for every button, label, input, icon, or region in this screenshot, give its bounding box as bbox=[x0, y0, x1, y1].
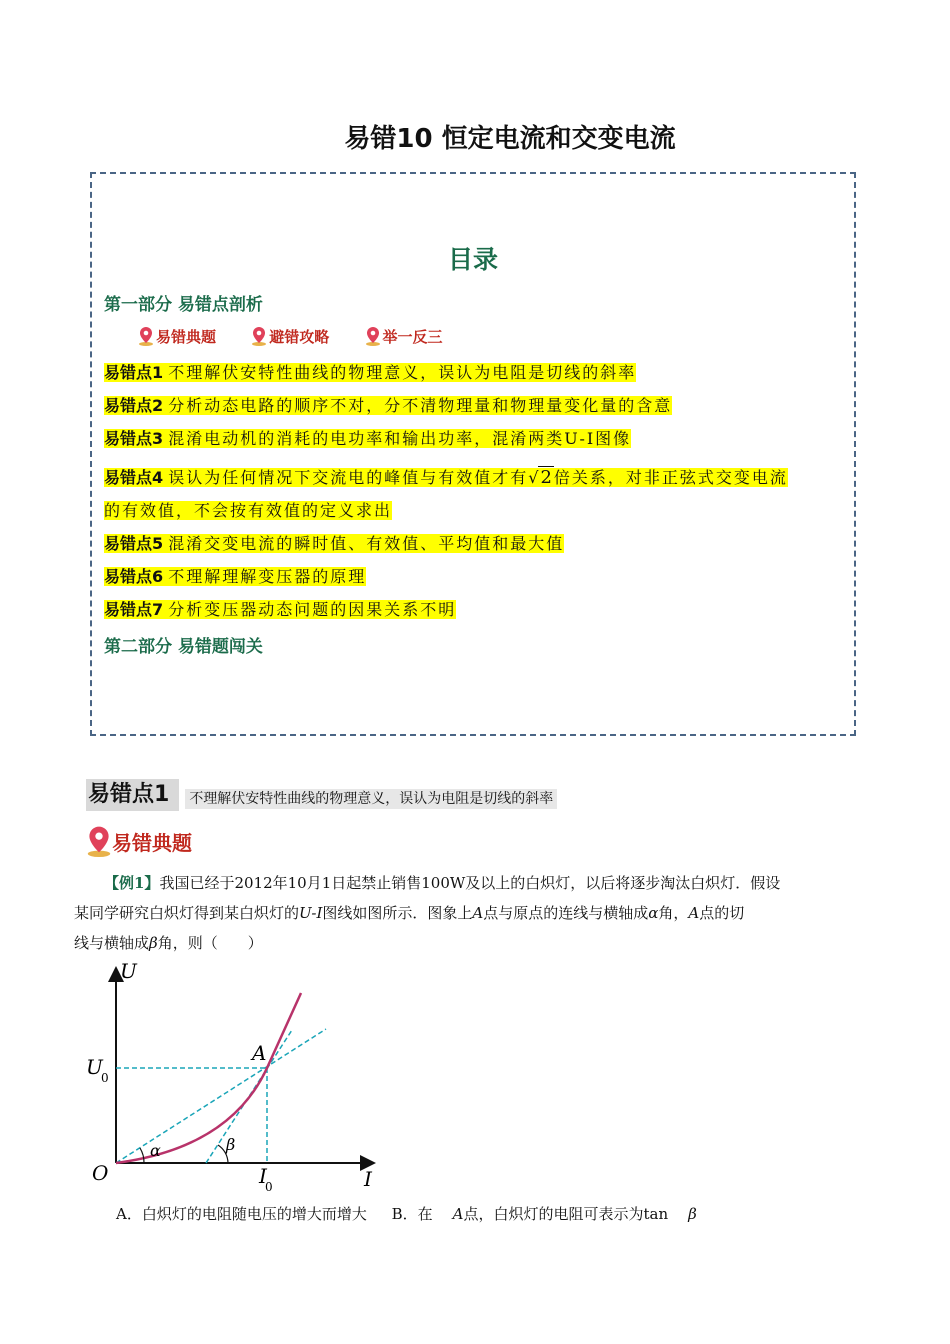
typical-problem-label: 易错典题 bbox=[112, 830, 192, 855]
i0-label: I bbox=[259, 1164, 267, 1188]
toc-link-strategy[interactable] bbox=[251, 326, 329, 347]
section-header bbox=[86, 779, 557, 811]
toc-link-label: 举一反三 bbox=[382, 328, 443, 346]
alpha-label: α bbox=[150, 1141, 161, 1160]
toc-item-text: 分析动态电路的顺序不对，分不清物理量和物理量变化量的含意 bbox=[168, 396, 673, 415]
ui-graph bbox=[80, 958, 400, 1198]
option-a[interactable]: A．白炽灯的电阻随电压的增大而增大 bbox=[116, 1205, 367, 1223]
example-line-2 bbox=[74, 898, 860, 928]
location-pin-icon bbox=[251, 326, 267, 346]
toc-item-label: 易错点3 bbox=[104, 429, 164, 448]
toc-link-practice[interactable] bbox=[365, 326, 443, 347]
toc-part1[interactable]: 第一部分 易错点剖析 bbox=[104, 295, 263, 315]
sqrt-symbol: √ 2 bbox=[528, 467, 552, 488]
toc-item-text: 倍关系，对非正弦式交变电流 bbox=[553, 468, 788, 487]
u0-subscript: 0 bbox=[101, 1071, 109, 1085]
option-text: B．在 bbox=[391, 1205, 433, 1223]
example-var: β bbox=[149, 934, 158, 952]
example-text: 线与横轴成 bbox=[74, 934, 150, 952]
beta-label: β bbox=[226, 1135, 236, 1154]
toc-item-5[interactable] bbox=[104, 532, 564, 556]
example-var: α bbox=[648, 904, 659, 922]
section-label: 易错点1 bbox=[86, 779, 179, 811]
toc-heading: 目录 bbox=[447, 245, 498, 274]
example-text: 角，则（ ） bbox=[157, 934, 263, 952]
example-text: 点的切 bbox=[699, 904, 745, 922]
u0-label: U bbox=[86, 1055, 103, 1079]
location-pin-icon bbox=[365, 326, 381, 346]
ui-curve bbox=[116, 993, 301, 1163]
toc-item-text: 的有效值，不会按有效值的定义求出 bbox=[104, 501, 393, 520]
document-title: 易错10 恒定电流和交变电流 bbox=[344, 124, 676, 154]
example-text: 某同学研究白炽灯得到某白炽灯的 bbox=[74, 904, 300, 922]
i0-subscript: 0 bbox=[265, 1180, 273, 1194]
toc-item-label: 易错点2 bbox=[104, 396, 164, 415]
example-var: A bbox=[688, 904, 700, 922]
section-description: 不理解伏安特性曲线的物理意义，误认为电阻是切线的斜率 bbox=[185, 789, 557, 809]
toc-item-label: 易错点4 bbox=[104, 468, 164, 487]
toc-item-text: 误认为任何情况下交流电的峰值与有效值才有 bbox=[168, 468, 529, 487]
toc-item-2[interactable] bbox=[104, 394, 672, 418]
toc-item-text: 不理解伏安特性曲线的物理意义，误认为电阻是切线的斜率 bbox=[168, 363, 637, 382]
example-var: A bbox=[472, 904, 484, 922]
secant-line bbox=[116, 1029, 326, 1163]
toc-item-7[interactable] bbox=[104, 598, 456, 622]
location-pin-icon bbox=[86, 825, 112, 857]
typical-problem-title bbox=[86, 825, 192, 857]
toc-part2[interactable]: 第二部分 易错题闯关 bbox=[104, 637, 263, 657]
toc-link-label: 易错典题 bbox=[156, 328, 217, 346]
toc-item-text: 混淆电动机的消耗的电功率和输出功率，混淆两类U-I图像 bbox=[168, 429, 632, 448]
toc-item-label: 易错点5 bbox=[104, 534, 164, 553]
sqrt-value: 2 bbox=[540, 467, 552, 488]
toc-item-label: 易错点7 bbox=[104, 600, 164, 619]
origin-label: O bbox=[92, 1161, 109, 1185]
location-pin-icon bbox=[138, 326, 154, 346]
toc-item-6[interactable] bbox=[104, 565, 366, 589]
answer-options bbox=[116, 1203, 717, 1224]
toc-item-3[interactable] bbox=[104, 427, 631, 451]
example-question bbox=[74, 868, 860, 958]
example-text: 我国已经于2012年10月1日起禁止销售100W及以上的白炽灯，以后将逐步淘汰白炽灯．假设 bbox=[159, 874, 781, 892]
option-var: β bbox=[688, 1205, 697, 1223]
toc-item-label: 易错点1 bbox=[104, 363, 164, 382]
option-b[interactable] bbox=[392, 1205, 697, 1223]
toc-item-4[interactable] bbox=[104, 466, 788, 490]
option-var: A bbox=[452, 1205, 464, 1223]
table-of-contents bbox=[90, 172, 856, 736]
alpha-arc bbox=[140, 1148, 144, 1163]
point-a-label: A bbox=[252, 1041, 267, 1065]
toc-item-text: 分析变压器动态问题的因果关系不明 bbox=[168, 600, 457, 619]
y-axis-label: U bbox=[120, 959, 137, 983]
toc-item-label: 易错点6 bbox=[104, 567, 164, 586]
toc-item-text: 混淆交变电流的瞬时值、有效值、平均值和最大值 bbox=[168, 534, 565, 553]
example-text: 图线如图所示．图象上 bbox=[322, 904, 473, 922]
example-text: 点与原点的连线与横轴成 bbox=[483, 904, 649, 922]
toc-item-1[interactable] bbox=[104, 361, 636, 385]
example-line-1 bbox=[104, 868, 860, 898]
toc-item-text: 不理解理解变压器的原理 bbox=[168, 567, 367, 586]
example-text: 角， bbox=[658, 904, 689, 922]
toc-link-label: 避错攻略 bbox=[269, 328, 330, 346]
toc-link-typical[interactable] bbox=[138, 326, 216, 347]
x-axis-label: I bbox=[364, 1167, 372, 1191]
example-line-3 bbox=[74, 928, 860, 958]
toc-sub-links bbox=[138, 326, 473, 347]
example-tag: 【例1】 bbox=[104, 874, 160, 892]
toc-item-4-cont[interactable] bbox=[104, 499, 392, 523]
option-text: 点，白炽灯的电阻可表示为tan bbox=[463, 1205, 669, 1223]
example-var: U-I bbox=[299, 904, 323, 922]
